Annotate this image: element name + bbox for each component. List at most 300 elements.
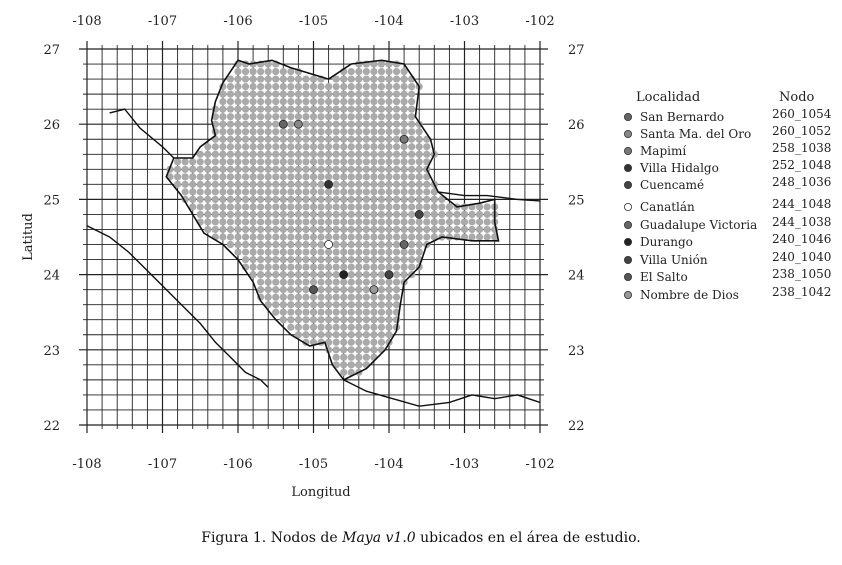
map-node — [317, 136, 324, 143]
map-node — [348, 151, 355, 158]
map-node — [370, 241, 377, 248]
map-node — [280, 128, 287, 135]
map-node — [393, 98, 400, 105]
map-node — [302, 279, 309, 286]
map-node — [370, 151, 377, 158]
map-node — [317, 188, 324, 195]
map-node — [370, 158, 377, 165]
map-node — [280, 203, 287, 210]
map-node — [333, 181, 340, 188]
map-node — [378, 271, 385, 278]
map-node — [408, 233, 415, 240]
map-node — [378, 188, 385, 195]
map-node — [250, 68, 257, 75]
legend-node: 238_1042 — [772, 285, 832, 299]
map-node — [250, 143, 257, 150]
map-node — [355, 294, 362, 301]
map-node — [197, 173, 204, 180]
map-node — [257, 203, 264, 210]
map-node — [370, 309, 377, 316]
map-node — [317, 248, 324, 255]
map-node — [363, 203, 370, 210]
map-node — [295, 98, 302, 105]
map-node — [438, 218, 445, 225]
map-node — [408, 83, 415, 90]
map-node — [287, 279, 294, 286]
map-node — [408, 226, 415, 233]
map-node — [234, 98, 241, 105]
map-node — [363, 151, 370, 158]
map-node — [317, 316, 324, 323]
map-node — [295, 106, 302, 113]
map-node — [219, 226, 226, 233]
map-node — [348, 203, 355, 210]
map-node — [317, 294, 324, 301]
map-node — [370, 188, 377, 195]
map-node — [234, 136, 241, 143]
map-node — [333, 263, 340, 270]
map-node — [325, 83, 332, 90]
map-node — [265, 294, 272, 301]
map-node — [287, 188, 294, 195]
map-node — [265, 196, 272, 203]
locality-node — [415, 210, 423, 218]
map-node — [219, 158, 226, 165]
map-node — [340, 301, 347, 308]
map-node — [310, 316, 317, 323]
map-node — [302, 181, 309, 188]
map-node — [355, 248, 362, 255]
map-node — [227, 121, 234, 128]
map-node — [378, 316, 385, 323]
map-node — [370, 128, 377, 135]
map-node — [355, 91, 362, 98]
map-node — [287, 128, 294, 135]
map-node — [461, 211, 468, 218]
map-node — [310, 331, 317, 338]
map-node — [370, 166, 377, 173]
map-node — [272, 68, 279, 75]
map-node — [355, 173, 362, 180]
map-node — [234, 233, 241, 240]
map-node — [272, 233, 279, 240]
map-node — [242, 83, 249, 90]
map-node — [385, 121, 392, 128]
map-node — [401, 83, 408, 90]
map-node — [317, 98, 324, 105]
map-node — [250, 181, 257, 188]
map-node — [363, 271, 370, 278]
map-node — [340, 143, 347, 150]
map-node — [302, 263, 309, 270]
map-node — [280, 68, 287, 75]
map-node — [317, 286, 324, 293]
map-node — [219, 128, 226, 135]
map-node — [333, 279, 340, 286]
lon-tick-top: -104 — [374, 14, 404, 29]
legend-node: 248_1036 — [772, 175, 832, 189]
map-node — [355, 181, 362, 188]
map-node — [287, 316, 294, 323]
map-node — [302, 91, 309, 98]
map-node — [280, 316, 287, 323]
map-node — [295, 271, 302, 278]
map-node — [378, 241, 385, 248]
map-node — [468, 226, 475, 233]
map-node — [378, 83, 385, 90]
map-node — [333, 128, 340, 135]
map-node — [212, 203, 219, 210]
map-node — [348, 226, 355, 233]
map-node — [317, 301, 324, 308]
map-node — [401, 128, 408, 135]
map-node — [310, 301, 317, 308]
map-node — [325, 271, 332, 278]
map-node — [340, 324, 347, 331]
map-node — [401, 113, 408, 120]
map-node — [242, 136, 249, 143]
map-node — [197, 181, 204, 188]
legend-marker — [624, 181, 631, 188]
map-node — [219, 166, 226, 173]
map-node — [302, 196, 309, 203]
map-node — [355, 256, 362, 263]
map-node — [348, 286, 355, 293]
lon-tick-top: -107 — [147, 14, 178, 29]
map-node — [340, 339, 347, 346]
map-node — [348, 173, 355, 180]
map-node — [272, 173, 279, 180]
map-node — [317, 279, 324, 286]
map-node — [348, 158, 355, 165]
map-node — [333, 309, 340, 316]
map-node — [317, 113, 324, 120]
map-node — [408, 113, 415, 120]
map-node — [355, 316, 362, 323]
map-node — [234, 113, 241, 120]
map-node — [295, 143, 302, 150]
map-node — [310, 75, 317, 82]
map-node — [272, 158, 279, 165]
map-node — [355, 324, 362, 331]
map-node — [295, 151, 302, 158]
map-node — [484, 211, 491, 218]
map-node — [408, 173, 415, 180]
map-node — [363, 256, 370, 263]
map-node — [378, 91, 385, 98]
map-node — [348, 83, 355, 90]
map-node — [370, 301, 377, 308]
map-node — [325, 256, 332, 263]
map-node — [370, 68, 377, 75]
map-node — [408, 188, 415, 195]
map-node — [393, 196, 400, 203]
map-node — [257, 83, 264, 90]
map-node — [250, 256, 257, 263]
map-node — [302, 106, 309, 113]
map-node — [295, 294, 302, 301]
map-node — [317, 121, 324, 128]
map-node — [416, 151, 423, 158]
map-node — [227, 143, 234, 150]
map-node — [280, 91, 287, 98]
map-node — [234, 106, 241, 113]
map-node — [272, 136, 279, 143]
map-node — [416, 188, 423, 195]
map-node — [317, 263, 324, 270]
map-node — [363, 294, 370, 301]
map-node — [378, 151, 385, 158]
map-node — [317, 331, 324, 338]
map-node — [468, 211, 475, 218]
map-node — [408, 166, 415, 173]
map-node — [363, 106, 370, 113]
map-node — [317, 309, 324, 316]
map-node — [302, 151, 309, 158]
map-node — [265, 121, 272, 128]
map-node — [416, 248, 423, 255]
map-node — [250, 203, 257, 210]
map-node — [310, 294, 317, 301]
map-node — [317, 151, 324, 158]
map-node — [378, 113, 385, 120]
map-node — [227, 166, 234, 173]
map-node — [340, 294, 347, 301]
map-node — [325, 106, 332, 113]
legend-marker — [624, 221, 631, 228]
legend-marker — [624, 147, 631, 154]
map-node — [325, 248, 332, 255]
map-node — [416, 218, 423, 225]
map-node — [234, 143, 241, 150]
map-node — [355, 279, 362, 286]
map-node — [257, 68, 264, 75]
map-node — [234, 248, 241, 255]
map-node — [227, 181, 234, 188]
map-node — [250, 226, 257, 233]
map-node — [385, 286, 392, 293]
map-node — [295, 188, 302, 195]
map-node — [333, 339, 340, 346]
map-node — [393, 60, 400, 67]
map-node — [265, 68, 272, 75]
map-node — [333, 294, 340, 301]
map-node — [219, 233, 226, 240]
map-node — [408, 211, 415, 218]
map-node — [333, 143, 340, 150]
map-node — [348, 143, 355, 150]
map-node — [355, 106, 362, 113]
map-node — [363, 316, 370, 323]
legend-locality: Canatlán — [640, 200, 695, 214]
map-node — [401, 151, 408, 158]
map-node — [287, 324, 294, 331]
map-node — [287, 113, 294, 120]
map-node — [280, 226, 287, 233]
map-node — [272, 196, 279, 203]
map-node — [265, 233, 272, 240]
legend-locality: Cuencamé — [640, 178, 705, 192]
map-node — [257, 98, 264, 105]
map-node — [310, 188, 317, 195]
map-node — [325, 286, 332, 293]
map-node — [250, 211, 257, 218]
map-node — [340, 263, 347, 270]
map-node — [257, 173, 264, 180]
map-node — [212, 158, 219, 165]
map-node — [333, 188, 340, 195]
map-node — [204, 218, 211, 225]
legend-header-locality: Localidad — [636, 90, 701, 105]
map-node — [272, 98, 279, 105]
map-node — [287, 203, 294, 210]
map-node — [355, 271, 362, 278]
map-node — [174, 158, 181, 165]
map-node — [401, 218, 408, 225]
map-node — [355, 226, 362, 233]
map-node — [333, 91, 340, 98]
map-node — [242, 233, 249, 240]
map-node — [340, 256, 347, 263]
map-node — [219, 218, 226, 225]
map-node — [257, 151, 264, 158]
map-node — [333, 301, 340, 308]
map-node — [355, 136, 362, 143]
map-node — [378, 173, 385, 180]
map-node — [280, 279, 287, 286]
map-node — [272, 188, 279, 195]
locality-node — [325, 241, 333, 249]
map-node — [250, 91, 257, 98]
map-node — [280, 113, 287, 120]
map-node — [234, 151, 241, 158]
map-node — [385, 98, 392, 105]
legend-marker — [624, 203, 631, 210]
map-node — [204, 196, 211, 203]
map-node — [385, 68, 392, 75]
map-node — [333, 113, 340, 120]
map-node — [370, 354, 377, 361]
map-node — [431, 203, 438, 210]
map-node — [378, 203, 385, 210]
map-node — [265, 241, 272, 248]
legend-locality: Durango — [640, 235, 693, 249]
legend-locality: Santa Ma. del Oro — [640, 127, 752, 141]
legend-node: 244_1038 — [772, 215, 832, 229]
map-node — [234, 68, 241, 75]
map-node — [280, 301, 287, 308]
map-node — [476, 218, 483, 225]
map-node — [476, 226, 483, 233]
map-node — [212, 166, 219, 173]
map-node — [280, 211, 287, 218]
lon-tick-top: -105 — [298, 14, 329, 29]
map-nodes — [166, 60, 498, 376]
map-node — [287, 233, 294, 240]
map-node — [385, 188, 392, 195]
map-node — [302, 98, 309, 105]
map-node — [287, 181, 294, 188]
map-node — [317, 218, 324, 225]
map-node — [423, 218, 430, 225]
map-node — [401, 196, 408, 203]
map-node — [310, 98, 317, 105]
map-node — [385, 203, 392, 210]
map-node — [287, 83, 294, 90]
map-node — [257, 263, 264, 270]
map-node — [348, 354, 355, 361]
map-node — [257, 113, 264, 120]
map-node — [333, 196, 340, 203]
map-node — [325, 196, 332, 203]
map-node — [250, 166, 257, 173]
map-node — [242, 218, 249, 225]
lon-tick-top: -106 — [223, 14, 253, 29]
map-node — [219, 188, 226, 195]
legend-marker — [624, 164, 631, 171]
map-node — [295, 128, 302, 135]
map-node — [302, 75, 309, 82]
map-node — [250, 241, 257, 248]
map-node — [265, 166, 272, 173]
legend-marker — [624, 238, 631, 245]
map-node — [295, 196, 302, 203]
map-node — [250, 218, 257, 225]
map-node — [310, 279, 317, 286]
map-node — [385, 143, 392, 150]
map-node — [265, 158, 272, 165]
map-node — [227, 98, 234, 105]
map-node — [385, 91, 392, 98]
map-node — [370, 113, 377, 120]
map-node — [257, 181, 264, 188]
map-node — [378, 339, 385, 346]
map-node — [189, 166, 196, 173]
map-node — [302, 294, 309, 301]
map-node — [393, 166, 400, 173]
map-node — [446, 226, 453, 233]
map-node — [461, 203, 468, 210]
map-node — [325, 121, 332, 128]
map-node — [204, 211, 211, 218]
map-node — [363, 354, 370, 361]
map-node — [385, 113, 392, 120]
lat-tick-right: 26 — [568, 118, 585, 134]
map-node — [363, 196, 370, 203]
map-node — [242, 75, 249, 82]
map-node — [355, 263, 362, 270]
map-node — [370, 136, 377, 143]
map-node — [302, 218, 309, 225]
map-node — [385, 136, 392, 143]
map-node — [333, 256, 340, 263]
map-node — [408, 106, 415, 113]
map-node — [280, 309, 287, 316]
map-node — [416, 128, 423, 135]
map-node — [302, 241, 309, 248]
map-node — [393, 218, 400, 225]
map-node — [287, 166, 294, 173]
map-node — [310, 83, 317, 90]
map-node — [340, 346, 347, 353]
map-node — [265, 271, 272, 278]
map-node — [234, 91, 241, 98]
map-node — [280, 166, 287, 173]
map-node — [219, 211, 226, 218]
map-node — [370, 83, 377, 90]
map-node — [189, 196, 196, 203]
map-node — [363, 75, 370, 82]
